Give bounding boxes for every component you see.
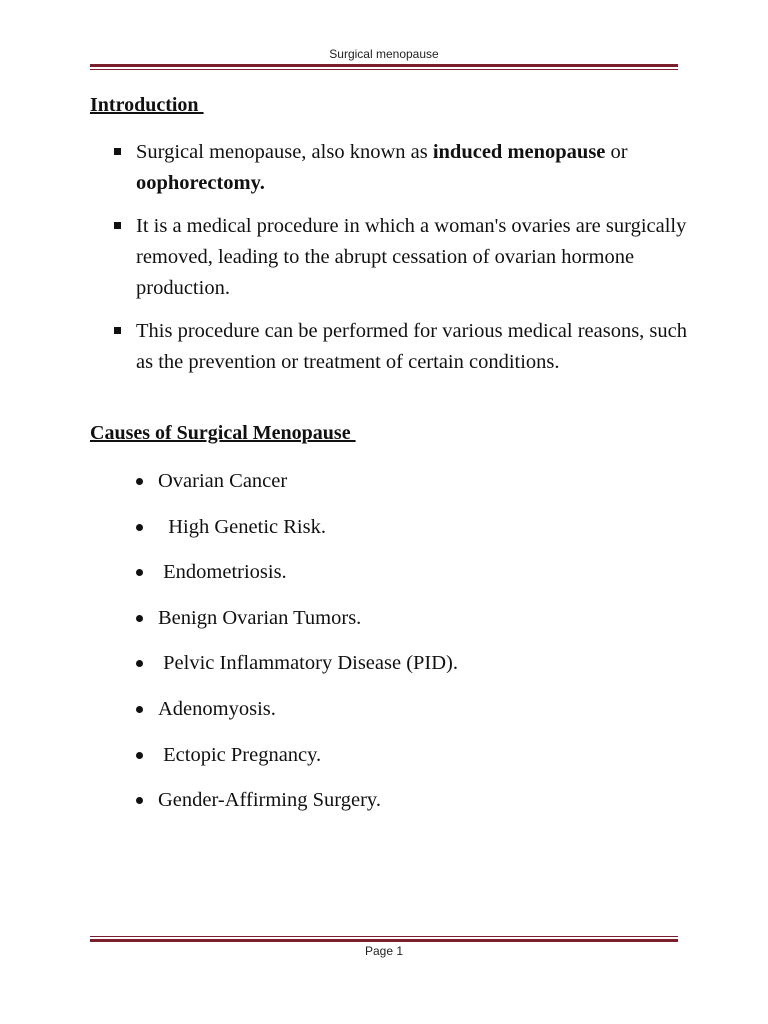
bold-term: induced menopause	[432, 141, 606, 163]
footer-rule	[90, 936, 678, 942]
cause-text: Ectopic Pregnancy.	[158, 743, 322, 766]
cause-text: Ovarian Cancer	[158, 470, 288, 492]
item-text: It is a medical procedure in which a woman's ovaries are surgically removed, leading to the abrupt cessation of ovarian hormone production.	[136, 215, 687, 299]
running-header: Surgical menopause	[329, 47, 439, 61]
cause-text: Endometriosis.	[158, 561, 287, 584]
cause-text: Benign Ovarian Tumors.	[158, 606, 362, 629]
list-item	[112, 211, 692, 304]
dot-bullet-icon	[136, 706, 143, 713]
list-item	[134, 466, 674, 512]
introduction-list	[112, 137, 692, 390]
dot-bullet-icon	[136, 797, 143, 804]
list-item	[134, 603, 674, 649]
cause-text: High Genetic Risk.	[158, 515, 326, 538]
square-bullet-icon	[114, 327, 121, 334]
item-text: Surgical menopause, also known as	[136, 141, 433, 163]
header-rule	[90, 64, 678, 70]
item-text: This procedure can be performed for various medical reasons, such as the prevention or treatment of certain conditions.	[136, 320, 688, 373]
list-item	[134, 740, 674, 786]
dot-bullet-icon	[136, 660, 143, 667]
cause-text: Gender-Affirming Surgery.	[158, 789, 381, 812]
list-item	[134, 694, 674, 740]
page-number: Page 1	[364, 944, 404, 958]
introduction-heading: Introduction	[90, 94, 204, 116]
list-item	[134, 785, 674, 831]
dot-bullet-icon	[136, 524, 143, 531]
dot-bullet-icon	[136, 752, 143, 759]
causes-list	[134, 466, 674, 831]
dot-bullet-icon	[136, 615, 143, 622]
causes-heading: Causes of Surgical Menopause	[90, 422, 356, 444]
item-text: or	[605, 141, 628, 163]
list-item	[112, 137, 692, 199]
list-item	[134, 648, 674, 694]
square-bullet-icon	[114, 148, 121, 155]
cause-text: Pelvic Inflammatory Disease (PID).	[158, 652, 459, 675]
cause-text: Adenomyosis.	[158, 697, 276, 720]
dot-bullet-icon	[136, 569, 143, 576]
square-bullet-icon	[114, 222, 121, 229]
list-item	[112, 316, 692, 378]
list-item	[134, 512, 674, 558]
dot-bullet-icon	[136, 478, 143, 485]
list-item	[134, 557, 674, 603]
bold-term: oophorectomy.	[136, 172, 265, 194]
